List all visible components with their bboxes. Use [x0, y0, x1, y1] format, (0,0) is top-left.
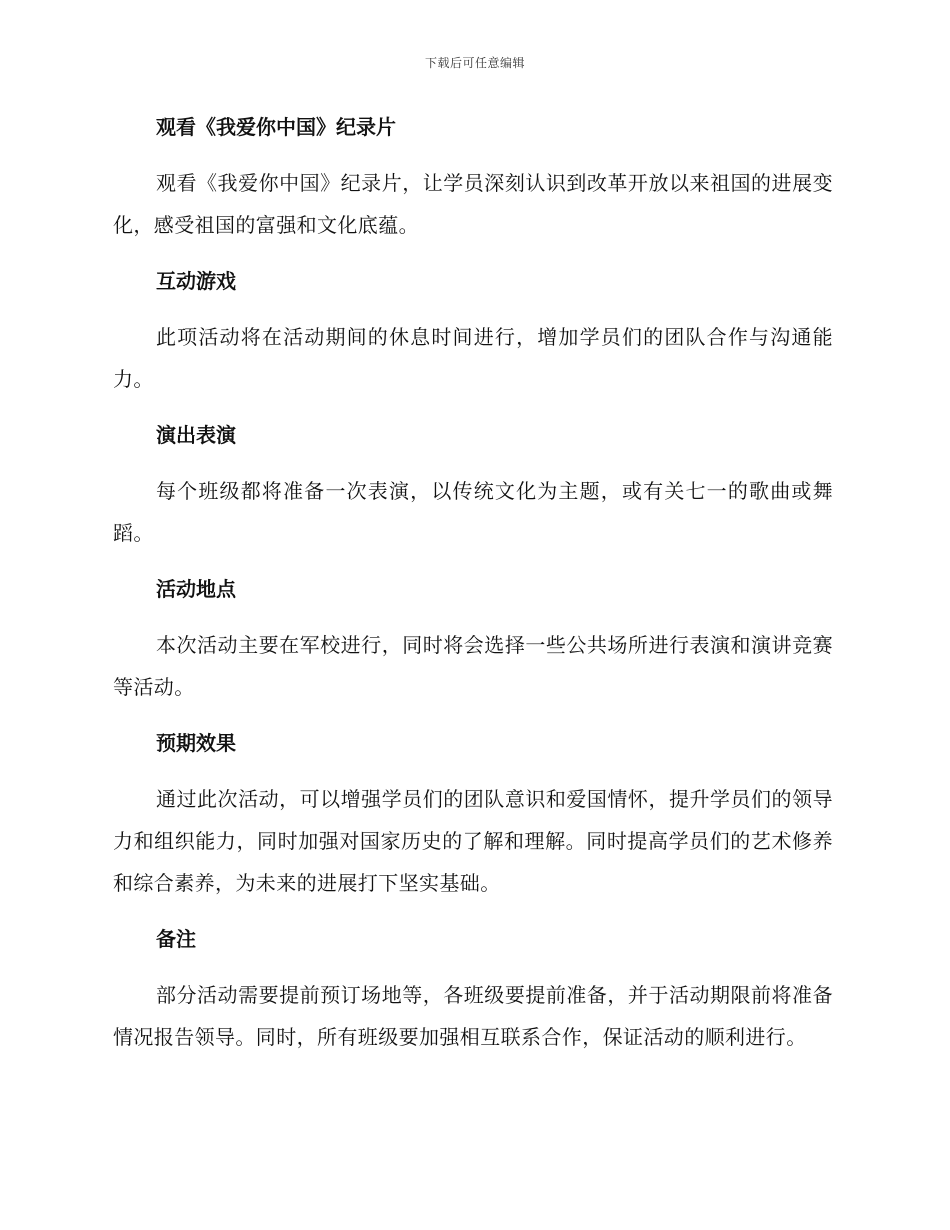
section-heading-performance: 演出表演 [156, 423, 236, 447]
section-heading-expected-effect: 预期效果 [156, 731, 236, 755]
section-heading-location: 活动地点 [156, 577, 236, 601]
section-body-expected-effect: 通过此次活动，可以增强学员们的团队意识和爱国情怀，提升学员们的领导力和组织能力，同时加强对国家历史的了解和理解。同时提高学员们的艺术修养和综合素养，为未来的进展打下坚实基础。 [113, 787, 833, 895]
header-note: 下载后可任意编辑 [424, 56, 525, 70]
section-body-documentary: 观看《我爱你中国》纪录片，让学员深刻认识到改革开放以来祖国的进展变化，感受祖国的富强和文化底蕴。 [113, 171, 833, 237]
section-heading-interactive-games: 互动游戏 [156, 269, 236, 293]
section-heading-remarks: 备注 [156, 927, 196, 951]
section-body-performance: 每个班级都将准备一次表演，以传统文化为主题，或有关七一的歌曲或舞蹈。 [113, 479, 833, 545]
section-body-location: 本次活动主要在军校进行，同时将会选择一些公共场所进行表演和演讲竞赛等活动。 [113, 633, 833, 699]
section-heading-documentary: 观看《我爱你中国》纪录片 [156, 115, 396, 139]
section-body-remarks: 部分活动需要提前预订场地等，各班级要提前准备，并于活动期限前将准备情况报告领导。同时，所有班级要加强相互联系合作，保证活动的顺利进行。 [113, 983, 833, 1049]
section-body-interactive-games: 此项活动将在活动期间的休息时间进行，增加学员们的团队合作与沟通能力。 [113, 325, 833, 391]
document-body [113, 110, 833, 1076]
